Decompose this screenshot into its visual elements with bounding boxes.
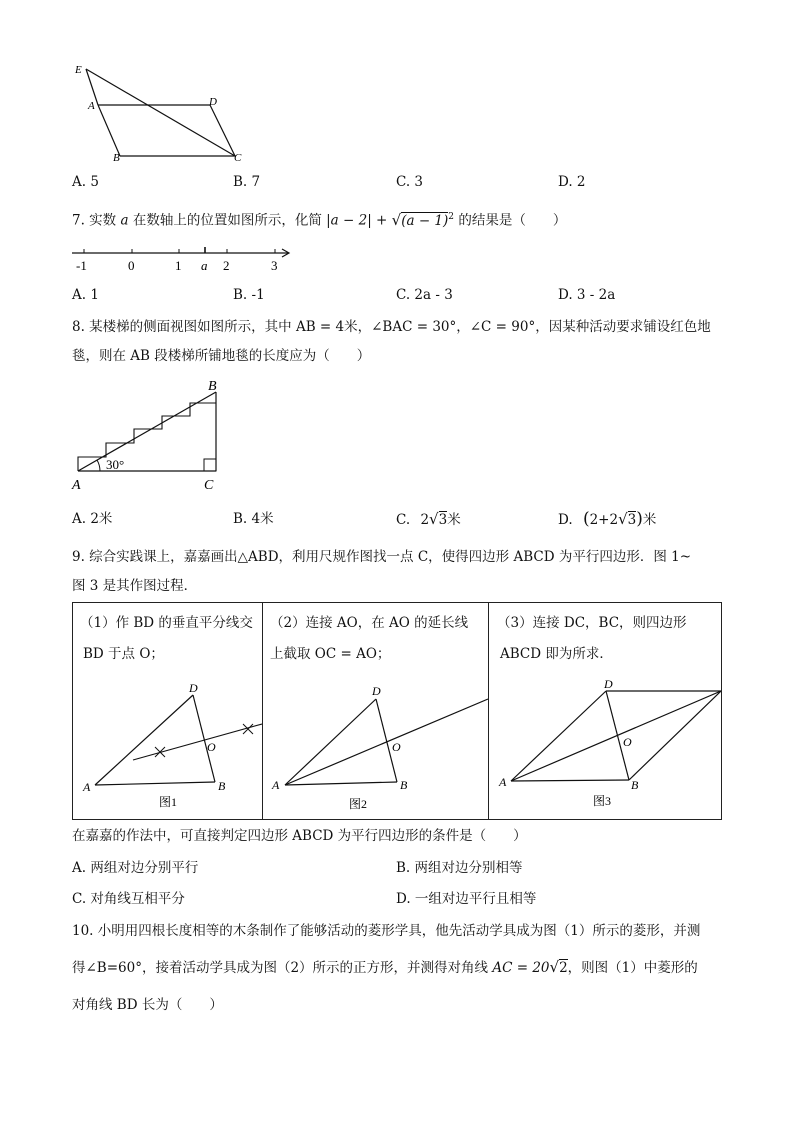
q9-fig1-label-b: B <box>218 779 226 793</box>
q6-option-c[interactable]: C. 3 <box>396 174 424 190</box>
q8-option-d-unit: 米 <box>642 512 657 528</box>
q10-line2 <box>72 958 698 977</box>
q10-line3: 对角线 BD 长为（ ） <box>72 997 223 1013</box>
q7-option-a[interactable]: A. 1 <box>72 287 99 303</box>
q9-fig2-label-a: A <box>272 778 280 792</box>
q7-stem-prefix: 7. 实数 <box>72 212 117 229</box>
q7-option-d[interactable]: D. 3 ‐ 2a <box>558 287 616 303</box>
q9-fig1-label-a: A <box>83 780 91 794</box>
q10-line1: 10. 小明用四根长度相等的木条制作了能够活动的菱形学具，他先活动学具成为图（1）所示的菱形，并测 <box>72 923 701 939</box>
q9-fig1-label-d: D <box>189 681 198 695</box>
q8-option-d-radicand: 3 <box>627 512 637 528</box>
q9-fig1-caption: 图1 <box>159 795 178 809</box>
q8-option-c-prefix: C. <box>396 512 411 528</box>
q9-fig3-caption: 图3 <box>593 794 612 808</box>
q8-stem-line2: 毯，则在 AB 段楼梯所铺地毯的长度应为（ ） <box>72 348 371 364</box>
q8-option-d-sqrt: √ <box>618 510 628 528</box>
q9-fig2-label-o: O <box>392 740 401 754</box>
q8-option-d-paren-open: ( <box>582 509 590 529</box>
q8-option-c-unit: 米 <box>447 512 461 528</box>
q9-step2-line2: 上截取 OC = AO； <box>270 646 391 662</box>
q8-staircase-figure <box>66 376 236 496</box>
q9-stem-line2: 图 3 是其作图过程． <box>72 578 198 594</box>
q9-option-b[interactable]: B. 两组对边分别相等 <box>396 860 523 876</box>
q8-option-c[interactable] <box>396 510 461 529</box>
q9-step2-line1: （2）连接 AO，在 AO 的延长线 <box>270 615 469 631</box>
q10-radicand: 2 <box>559 960 568 976</box>
q9-figure-2 <box>263 675 488 815</box>
q6-label-a: A <box>88 100 95 112</box>
q7-stem-mid: 在数轴上的位置如图所示，化简 <box>132 212 322 229</box>
q7-formula-abs: |a − 2| + <box>326 212 388 229</box>
q9-figure-1 <box>73 675 262 815</box>
q6-option-a[interactable]: A. 5 <box>72 174 99 190</box>
q7-tick-1: 1 <box>175 258 182 273</box>
q9-step3-line2: ABCD 即为所求． <box>500 646 613 662</box>
q7-number-line <box>66 243 306 275</box>
q6-label-e: E <box>75 64 82 76</box>
q7-formula-exp: 2 <box>448 212 455 222</box>
q7-stem-suffix: 的结果是（ ） <box>458 212 567 229</box>
q10-formula: AC = 20 <box>492 960 550 976</box>
q9-option-c[interactable]: C. 对角线互相平分 <box>72 891 185 907</box>
q8-option-d-expr: 2+2 <box>589 512 619 528</box>
q9-step3-line1: （3）连接 DC，BC，则四边形 <box>497 615 687 631</box>
q8-stem-line1: 8. 某楼梯的侧面视图如图所示，其中 AB = 4米，∠BAC = 30°，∠C = 90°，因某种活动要求铺设红色地 <box>72 319 711 335</box>
q8-angle-label: 30° <box>106 457 125 472</box>
q8-option-c-coef: 2 <box>420 512 430 528</box>
q9-fig1-label-o: O <box>207 740 216 754</box>
q8-option-d-prefix: D. <box>558 512 573 528</box>
q8-label-c: C <box>204 478 214 493</box>
q7-tick-3: 3 <box>271 258 278 273</box>
q9-fig2-caption: 图2 <box>349 797 368 811</box>
q10-sqrt-sign: √ <box>549 958 560 976</box>
q7-sqrt-sign: √ <box>391 210 402 229</box>
q7-option-b[interactable]: B. ‐1 <box>233 287 265 303</box>
q9-fig3-label-d: D <box>604 677 613 691</box>
q8-option-a[interactable]: A. 2米 <box>72 511 113 527</box>
q6-option-d[interactable]: D. 2 <box>558 174 586 190</box>
q9-figure-3 <box>489 675 721 815</box>
q9-step1-line2: BD 于点 O； <box>83 646 164 662</box>
q9-fig2-label-b: B <box>400 778 408 792</box>
q8-option-b[interactable]: B. 4米 <box>233 511 274 527</box>
q7-option-c[interactable]: C. 2a ‐ 3 <box>396 287 453 303</box>
q9-option-a[interactable]: A. 两组对边分别平行 <box>72 860 199 876</box>
q10-line2-a: 得∠B=60°，接着活动学具成为图（2）所示的正方形，并测得对角线 <box>72 960 489 976</box>
q9-stem-line1: 9. 综合实践课上，嘉嘉画出△ABD，利用尺规作图找一点 C，使得四边形 ABCD 为平行四边形．图 1~ <box>72 549 692 565</box>
q9-step1-line1: （1）作 BD 的垂直平分线交 <box>80 615 253 631</box>
q9-fig2-label-d: D <box>372 684 381 698</box>
q7-tick-neg1: -1 <box>76 258 87 273</box>
q6-label-d: D <box>209 96 217 108</box>
q8-option-c-radicand: 3 <box>438 512 448 528</box>
q8-label-b: B <box>208 379 217 394</box>
q8-label-a: A <box>72 478 81 493</box>
q8-option-d[interactable] <box>558 510 656 529</box>
q7-tick-0: 0 <box>128 258 135 273</box>
q9-question: 在嘉嘉的作法中，可直接判定四边形 ABCD 为平行四边形的条件是（ ） <box>72 828 527 844</box>
q9-option-d[interactable]: D. 一组对边平行且相等 <box>396 891 537 907</box>
q9-fig3-label-b: B <box>631 778 639 792</box>
q9-fig3-label-o: O <box>623 735 632 749</box>
q10-line2-b: ，则图（1）中菱形的 <box>567 960 698 976</box>
q7-formula-radicand: (a − 1) <box>401 212 449 229</box>
q7-tick-2: 2 <box>223 258 230 273</box>
q6-label-b: B <box>113 152 120 164</box>
q8-option-d-paren-close: ) <box>636 509 643 529</box>
q6-label-c: C <box>234 152 242 164</box>
q8-option-c-sqrt: √ <box>429 510 439 528</box>
q7-stem <box>72 208 566 230</box>
q6-option-b[interactable]: B. 7 <box>233 174 261 190</box>
q6-parallelogram-figure <box>60 55 260 170</box>
q7-tick-a: a <box>201 258 208 273</box>
q9-fig3-label-a: A <box>499 775 507 789</box>
q7-var-a: a <box>120 212 129 229</box>
